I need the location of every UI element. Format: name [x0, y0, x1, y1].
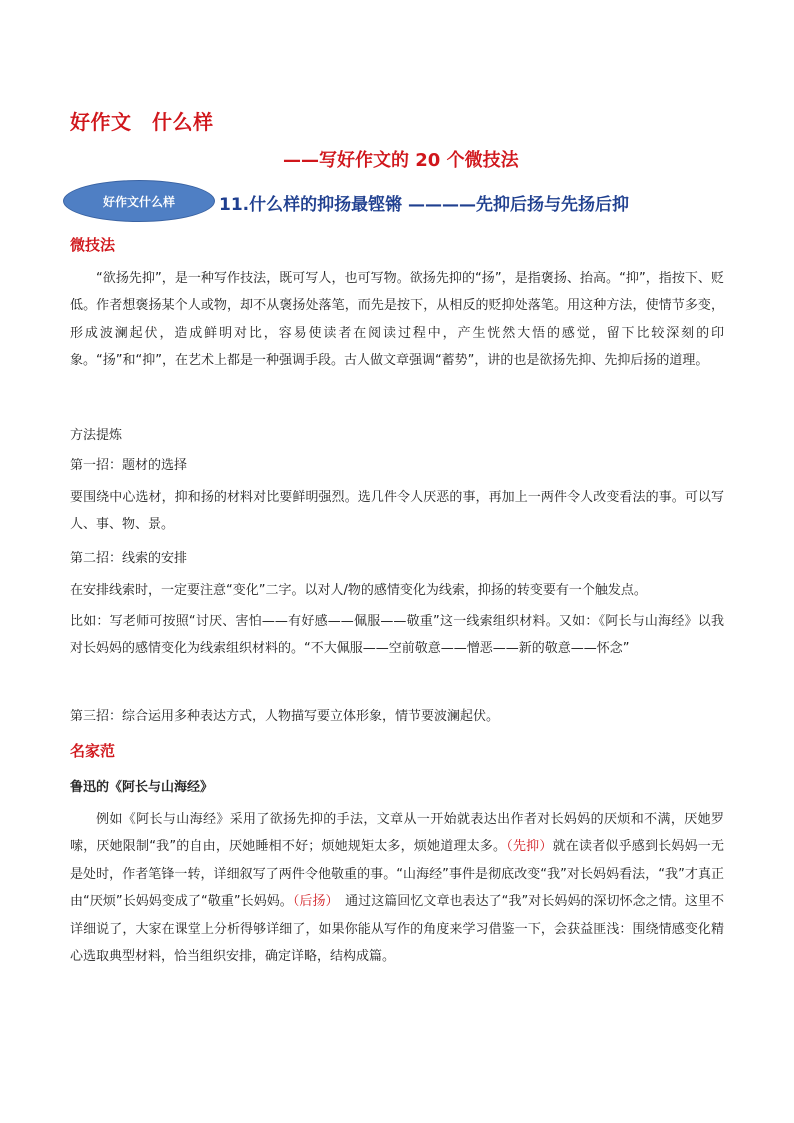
badge-label: 好作文什么样 [102, 194, 175, 209]
step2-text-2: 比如：写老师可按照“讨厌、害怕——有好感——佩服——敬重”这一线索组织材料。又如：《阿长与山海经》以我对长妈妈的感情变化为线索组织材料的。“不大佩服——空前敬意——憎恶——新的敬意——怀念” [70, 614, 724, 657]
example-text-2: 就在读者似乎感到长妈妈一无是处时，作者笔锋一转，详细叙写了两件令他敬重的事。“山海经”事件是彻底改变“我”对长妈妈看法，“我”才真正由“厌烦”长妈妈变成了“敬重”长妈妈。 [70, 839, 724, 910]
section-heading-technique: 微技法 [70, 236, 116, 254]
example-text-1: 例如《阿长与山海经》采用了欲扬先抑的手法，文章从一开始就表达出作者对长妈妈的厌烦和不满，厌她罗嗦，厌她限制“我”的自由，厌她睡相不好；烦她规矩太多，烦她道理太多。 [70, 812, 724, 855]
badge-oval [63, 180, 215, 222]
example-paragraph [70, 806, 724, 970]
page-subtitle: ——写好作文的 20 个微技法 [283, 150, 519, 171]
step2-label: 第二招：线索的安排 [70, 551, 188, 566]
note-first-suppress: （先抑） [506, 839, 553, 855]
section-heading-examples: 名家范 [70, 742, 116, 760]
step1-label: 第一招：题材的选择 [70, 458, 188, 473]
example-text-3: 通过这篇回忆文章也表达了“我”对长妈妈的深切怀念之情。这里不详细说了，大家在课堂上分析得够详细了，如果你能从写作的角度来学习借鉴一下，会获益匪浅：围绕情感变化精心选取典型材料，恰当组织安排，确定详略，结构成篇。 [70, 894, 724, 965]
step1-text: 要围绕中心选材，抑和扬的材料对比要鲜明强烈。选几件令人厌恶的事，再加上一两件令人改变看法的事。可以写人、事、物、景。 [70, 490, 724, 533]
note-then-praise: （后扬） [292, 894, 333, 910]
intro-paragraph: “欲扬先抑”，是一种写作技法，既可写人，也可写物。欲扬先抑的“扬”，是指褒扬、抬高。“抑”，指按下、贬低。作者想褒扬某个人或物，却不从褒扬处落笔，而先是按下，从相反的贬抑处落笔。用这种方法，使情节多变，形成波澜起伏，造成鲜明对比，容易使读者在阅读过程中，产生恍然大悟的感觉，留下比较深刻的印象。“扬”和“抑”，在艺术上都是一种强调手段。古人做文章强调“蓄势”，讲的也是欲扬先抑、先抑后扬的道理。 [70, 271, 724, 369]
page-title: 好作文 什么样 [70, 110, 214, 134]
step2-text-1: 在安排线索时，一定要注意“变化”二字。以对人/物的感情变化为线索，抑扬的转变要有一个触发点。 [70, 583, 647, 598]
example-title: 鲁迅的《阿长与山海经》 [70, 780, 214, 795]
method-label: 方法提炼 [70, 428, 123, 443]
lesson-heading: 11.什么样的抑扬最铿锵 ————先抑后扬与先扬后抑 [219, 195, 630, 215]
step3-label: 第三招：综合运用多种表达方式，人物描写要立体形象，情节要波澜起伏。 [70, 709, 500, 724]
